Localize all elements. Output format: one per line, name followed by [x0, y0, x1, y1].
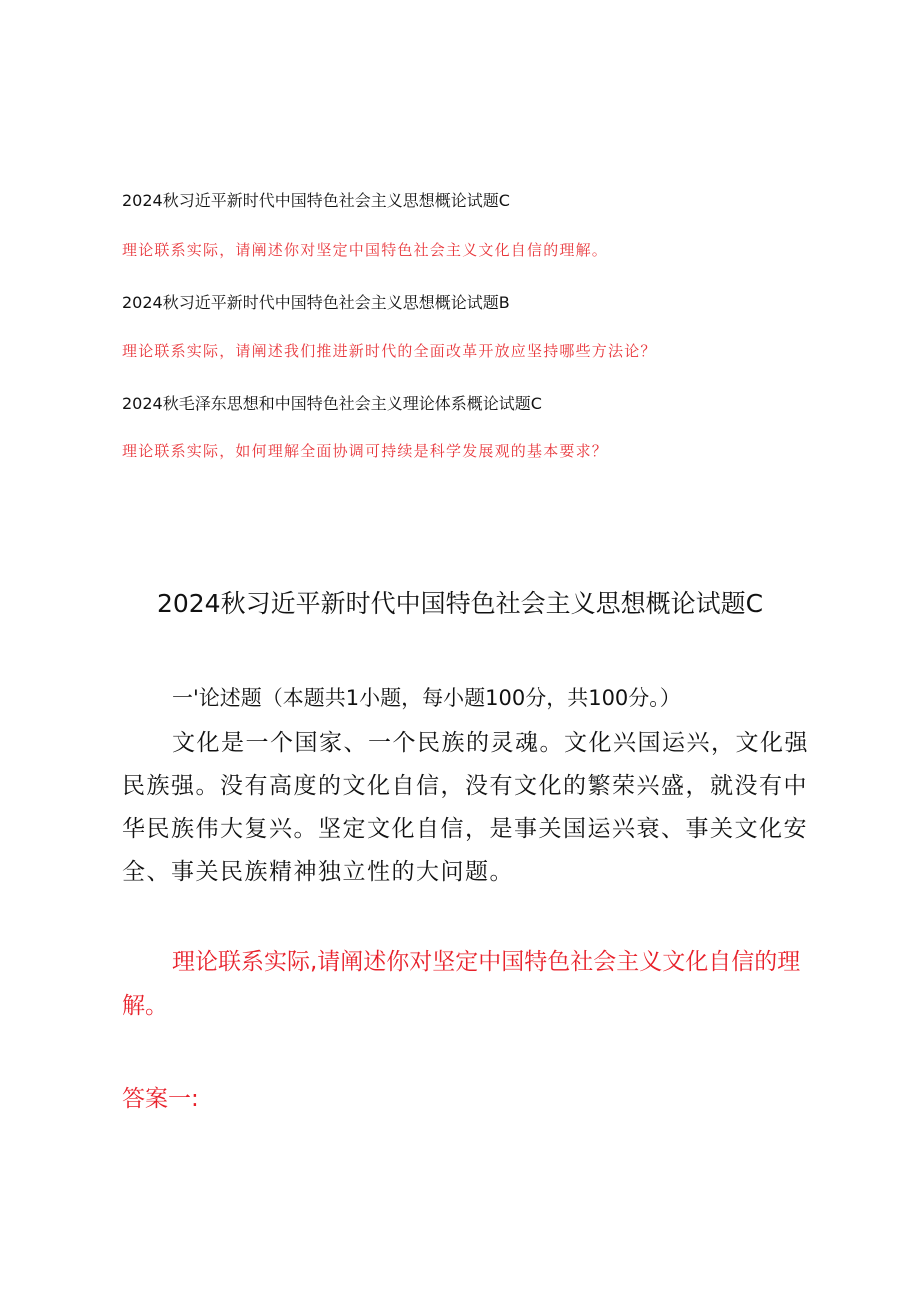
toc-title-3: 2024秋毛泽东思想和中国特色社会主义理论体系概论试题C [122, 394, 542, 413]
toc-title-2: 2024秋习近平新时代中国特色社会主义思想概论试题B [122, 293, 510, 312]
answer-label: 答案一: [122, 1086, 199, 1112]
toc-title-1: 2024秋习近平新时代中国特色社会主义思想概论试题C [122, 191, 510, 210]
toc-question-3: 理论联系实际，如何理解全面协调可持续是科学发展观的基本要求？ [122, 442, 609, 460]
section-heading: 一'论述题（本题共1小题，每小题100分，共100分。） [172, 686, 681, 710]
toc-question-1: 理论联系实际，请阐述你对坚定中国特色社会主义文化自信的理解。 [122, 241, 609, 259]
toc-question-2: 理论联系实际，请阐述我们推进新时代的全面改革开放应坚持哪些方法论？ [122, 342, 657, 360]
body-paragraph: 文化是一个国家、一个民族的灵魂。文化兴国运兴，文化强民族强。没有高度的文化自信，没有文化的繁荣兴盛，就没有中华民族伟大复兴。坚定文化自信，是事关国运兴衰、事关文化安全、事关民族精神独立性的大问题。 [122, 730, 809, 885]
page-title: 2024秋习近平新时代中国特色社会主义思想概论试题C [156, 589, 764, 618]
essay-question: 理论联系实际,请阐述你对坚定中国特色社会主义文化自信的理解。 [122, 949, 801, 1019]
